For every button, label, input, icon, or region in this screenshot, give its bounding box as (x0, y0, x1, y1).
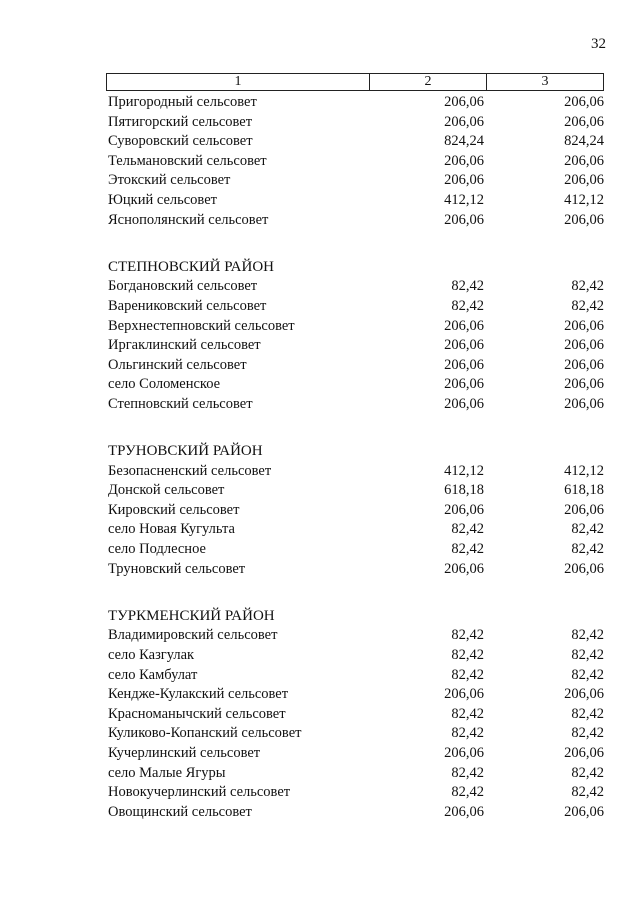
row-name: село Новая Кугульта (108, 521, 235, 538)
row-value-col-3: 412,12 (564, 191, 604, 208)
row-value-col-3: 82,42 (571, 627, 604, 644)
row-value-col-2: 206,06 (444, 152, 484, 169)
row-name: Куликово-Копанский сельсовет (108, 725, 302, 742)
table-row (108, 462, 608, 482)
row-value-col-3: 82,42 (571, 541, 604, 558)
table-row (108, 744, 608, 764)
table-row (108, 375, 608, 395)
row-value-col-3: 82,42 (571, 278, 604, 295)
section-spacer (108, 579, 608, 599)
row-name: Безопасненский сельсовет (108, 462, 272, 479)
row-name: Пятигорский сельсовет (108, 113, 253, 130)
table-row (108, 481, 608, 501)
table-row (108, 501, 608, 521)
row-value-col-3: 82,42 (571, 666, 604, 683)
row-value-col-3: 82,42 (571, 784, 604, 801)
row-value-col-3: 618,18 (564, 482, 604, 499)
row-value-col-3: 206,06 (564, 803, 604, 820)
table-row (108, 724, 608, 744)
table-row (108, 277, 608, 297)
header-col-2: 2 (369, 74, 486, 90)
header-col-3: 3 (486, 74, 603, 90)
row-name: Донской сельсовет (108, 482, 225, 499)
table-row (108, 336, 608, 356)
row-value-col-2: 206,06 (444, 395, 484, 412)
table-row (108, 705, 608, 725)
row-value-col-3: 82,42 (571, 297, 604, 314)
table-row (108, 395, 608, 415)
row-name: село Малые Ягуры (108, 764, 226, 781)
row-value-col-3: 206,06 (564, 113, 604, 130)
row-value-col-3: 206,06 (564, 172, 604, 189)
row-name: Суворовский сельсовет (108, 133, 253, 150)
row-value-col-2: 206,06 (444, 113, 484, 130)
row-name: Труновский сельсовет (108, 560, 246, 577)
row-value-col-2: 206,06 (444, 172, 484, 189)
row-value-col-2: 206,06 (444, 211, 484, 228)
row-value-col-3: 412,12 (564, 462, 604, 479)
row-value-col-2: 82,42 (451, 705, 484, 722)
table-row (108, 297, 608, 317)
row-value-col-3: 82,42 (571, 647, 604, 664)
row-value-col-3: 206,06 (564, 337, 604, 354)
row-value-col-2: 82,42 (451, 521, 484, 538)
row-value-col-2: 206,06 (444, 501, 484, 518)
row-name: Иргаклинский сельсовет (108, 337, 261, 354)
row-name: Яснополянский сельсовет (108, 211, 269, 228)
table-row (108, 113, 608, 133)
row-name: село Соломенское (108, 376, 221, 393)
table-body (108, 93, 608, 822)
row-value-col-3: 206,06 (564, 94, 604, 110)
row-value-col-3: 206,06 (564, 376, 604, 393)
row-name: Кендже-Кулакский сельсовет (108, 686, 289, 703)
district-heading: ТРУНОВСКИЙ РАЙОН (108, 443, 263, 460)
row-name: Владимировский сельсовет (108, 627, 278, 644)
row-name: Варениковский сельсовет (108, 297, 267, 314)
table-row (108, 540, 608, 560)
row-value-col-3: 206,06 (564, 356, 604, 373)
row-value-col-2: 82,42 (451, 647, 484, 664)
table-row (108, 93, 608, 113)
table-row (108, 764, 608, 784)
row-name: Новокучерлинский сельсовет (108, 784, 291, 801)
table-row (108, 356, 608, 376)
row-value-col-2: 82,42 (451, 627, 484, 644)
row-name: Красноманычский сельсовет (108, 705, 286, 722)
table-row (108, 191, 608, 211)
row-value-col-2: 206,06 (444, 317, 484, 334)
row-value-col-3: 82,42 (571, 521, 604, 538)
table-row (108, 171, 608, 191)
row-value-col-2: 412,12 (444, 191, 484, 208)
table-header (106, 73, 604, 91)
row-value-col-3: 206,06 (564, 745, 604, 761)
row-value-col-2: 82,42 (451, 278, 484, 295)
row-value-col-3: 206,06 (564, 501, 604, 518)
row-name: село Казгулак (108, 647, 195, 664)
row-value-col-2: 618,18 (444, 482, 484, 499)
row-name: Степновский сельсовет (108, 395, 253, 412)
district-heading: ТУРКМЕНСКИЙ РАЙОН (108, 607, 275, 624)
table-row (108, 626, 608, 646)
row-value-col-2: 206,06 (444, 560, 484, 577)
row-name: Этокский сельсовет (108, 172, 231, 189)
row-value-col-3: 206,06 (564, 560, 604, 577)
table-row (108, 152, 608, 172)
row-name: село Подлесное (108, 541, 206, 558)
table-row (108, 317, 608, 337)
row-name: Юцкий сельсовет (108, 191, 217, 208)
row-value-col-2: 206,06 (444, 356, 484, 373)
row-name: Тельмановский сельсовет (108, 152, 267, 169)
row-value-col-2: 206,06 (444, 803, 484, 820)
row-value-col-2: 206,06 (444, 376, 484, 393)
row-value-col-3: 206,06 (564, 686, 604, 703)
row-value-col-2: 82,42 (451, 725, 484, 742)
row-value-col-3: 206,06 (564, 152, 604, 169)
row-value-col-2: 82,42 (451, 666, 484, 683)
row-name: Пригородный сельсовет (108, 94, 257, 110)
header-col-1: 1 (234, 74, 242, 89)
table-row (108, 520, 608, 540)
section-spacer (108, 230, 608, 250)
row-value-col-2: 82,42 (451, 764, 484, 781)
table-row (108, 803, 608, 823)
row-value-col-3: 206,06 (564, 317, 604, 334)
table-row (108, 211, 608, 231)
row-value-col-2: 206,06 (444, 745, 484, 761)
row-value-col-2: 82,42 (451, 784, 484, 801)
district-heading: СТЕПНОВСКИЙ РАЙОН (108, 258, 275, 275)
row-value-col-3: 82,42 (571, 725, 604, 742)
row-value-col-3: 206,06 (564, 211, 604, 228)
row-value-col-2: 206,06 (444, 337, 484, 354)
row-value-col-2: 82,42 (451, 541, 484, 558)
row-value-col-2: 206,06 (444, 94, 484, 110)
row-value-col-2: 824,24 (444, 133, 484, 150)
row-name: Богдановский сельсовет (108, 278, 258, 295)
row-value-col-2: 82,42 (451, 297, 484, 314)
row-name: Кировский сельсовет (108, 501, 240, 518)
table-row (108, 560, 608, 580)
row-name: Кучерлинский сельсовет (108, 745, 261, 761)
row-value-col-2: 206,06 (444, 686, 484, 703)
table-row (108, 132, 608, 152)
page-number: 32 (591, 36, 606, 52)
row-value-col-3: 824,24 (564, 133, 604, 150)
row-value-col-3: 206,06 (564, 395, 604, 412)
row-name: Овощинский сельсовет (108, 803, 252, 820)
table-row (108, 646, 608, 666)
row-value-col-3: 82,42 (571, 705, 604, 722)
table-row (108, 685, 608, 705)
row-name: Ольгинский сельсовет (108, 356, 247, 373)
row-value-col-2: 412,12 (444, 462, 484, 479)
row-name: Верхнестепновский сельсовет (108, 317, 295, 334)
section-spacer (108, 415, 608, 435)
table-row (108, 666, 608, 686)
row-value-col-3: 82,42 (571, 764, 604, 781)
table-row (108, 783, 608, 803)
row-name: село Камбулат (108, 666, 198, 683)
